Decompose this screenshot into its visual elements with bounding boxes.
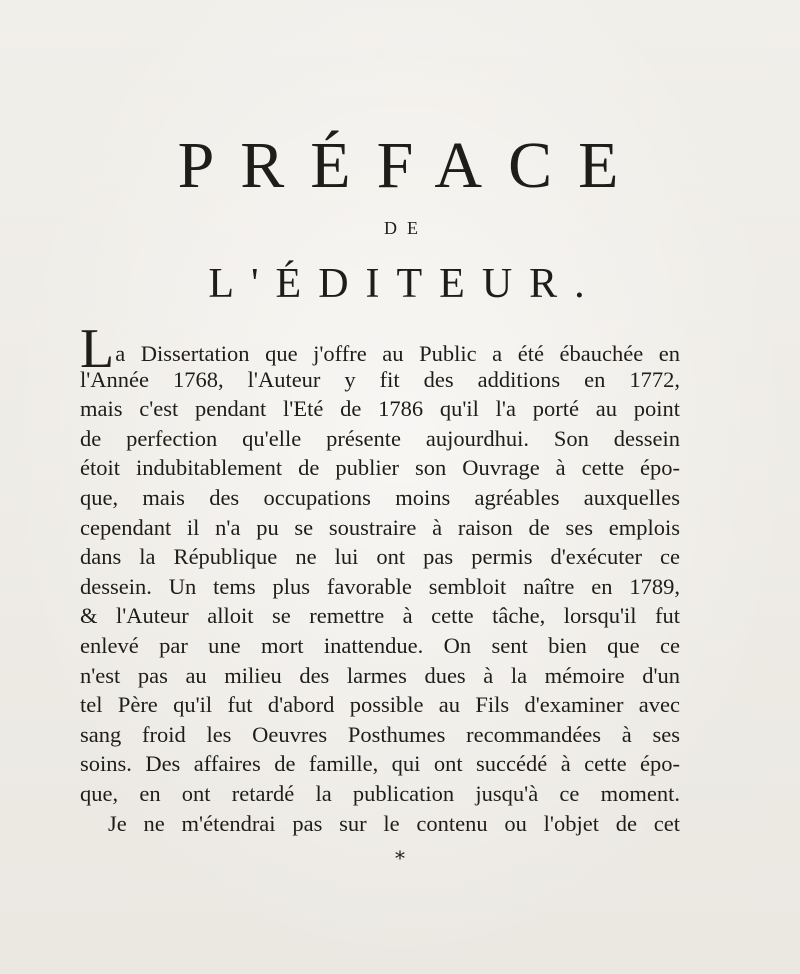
page-subtitle: L'ÉDITEUR. <box>208 261 602 307</box>
page-title: PRÉFACE <box>177 129 645 202</box>
signature-mark: * <box>395 846 405 870</box>
text-line-11: enlevé par une mort inattendue. On sent bien que ce <box>80 632 680 658</box>
text-line-13: tel Père qu'il fut d'abord possible au Fils d'examiner avec <box>80 692 680 718</box>
text-line-12: n'est pas au milieu des larmes dues à la mémoire d'un <box>80 662 680 688</box>
text-line-3: mais c'est pendant l'Eté de 1786 qu'il l'a porté au point <box>80 396 680 422</box>
text-line-7: cependant il n'a pu se soustraire à raison de ses emplois <box>80 514 680 540</box>
text-line-16: que, en ont retardé la publication jusqu'à ce moment. <box>80 780 680 806</box>
text-line-9: dessein. Un tems plus favorable sembloit naître en 1789, <box>80 573 680 599</box>
drop-cap: L <box>80 318 115 380</box>
text-line-10: & l'Auteur alloit se remettre à cette tâche, lorsqu'il fut <box>80 603 680 629</box>
text-line-14: sang froid les Oeuvres Posthumes recommandées à ses <box>80 721 680 747</box>
text-line-1: La Dissertation que j'offre au Public a été ébauchée en <box>80 318 680 380</box>
preface-body <box>80 318 680 838</box>
title-connector: DE <box>384 218 428 238</box>
text-line-4: de perfection qu'elle présente aujourdhui. Son dessein <box>80 425 680 451</box>
text-line-15: soins. Des affaires de famille, qui ont succédé à cette épo- <box>80 751 680 777</box>
text-line-17: Je ne m'étendrai pas sur le contenu ou l'objet de cet <box>108 810 680 836</box>
text-line-5: étoit indubitablement de publier son Ouvrage à cette épo- <box>80 455 680 481</box>
text-line-2: l'Année 1768, l'Auteur y fit des additions en 1772, <box>80 366 680 392</box>
text-line-8: dans la République ne lui ont pas permis d'exécuter ce <box>80 544 680 570</box>
text-line-6: que, mais des occupations moins agréables auxquelles <box>80 484 680 510</box>
